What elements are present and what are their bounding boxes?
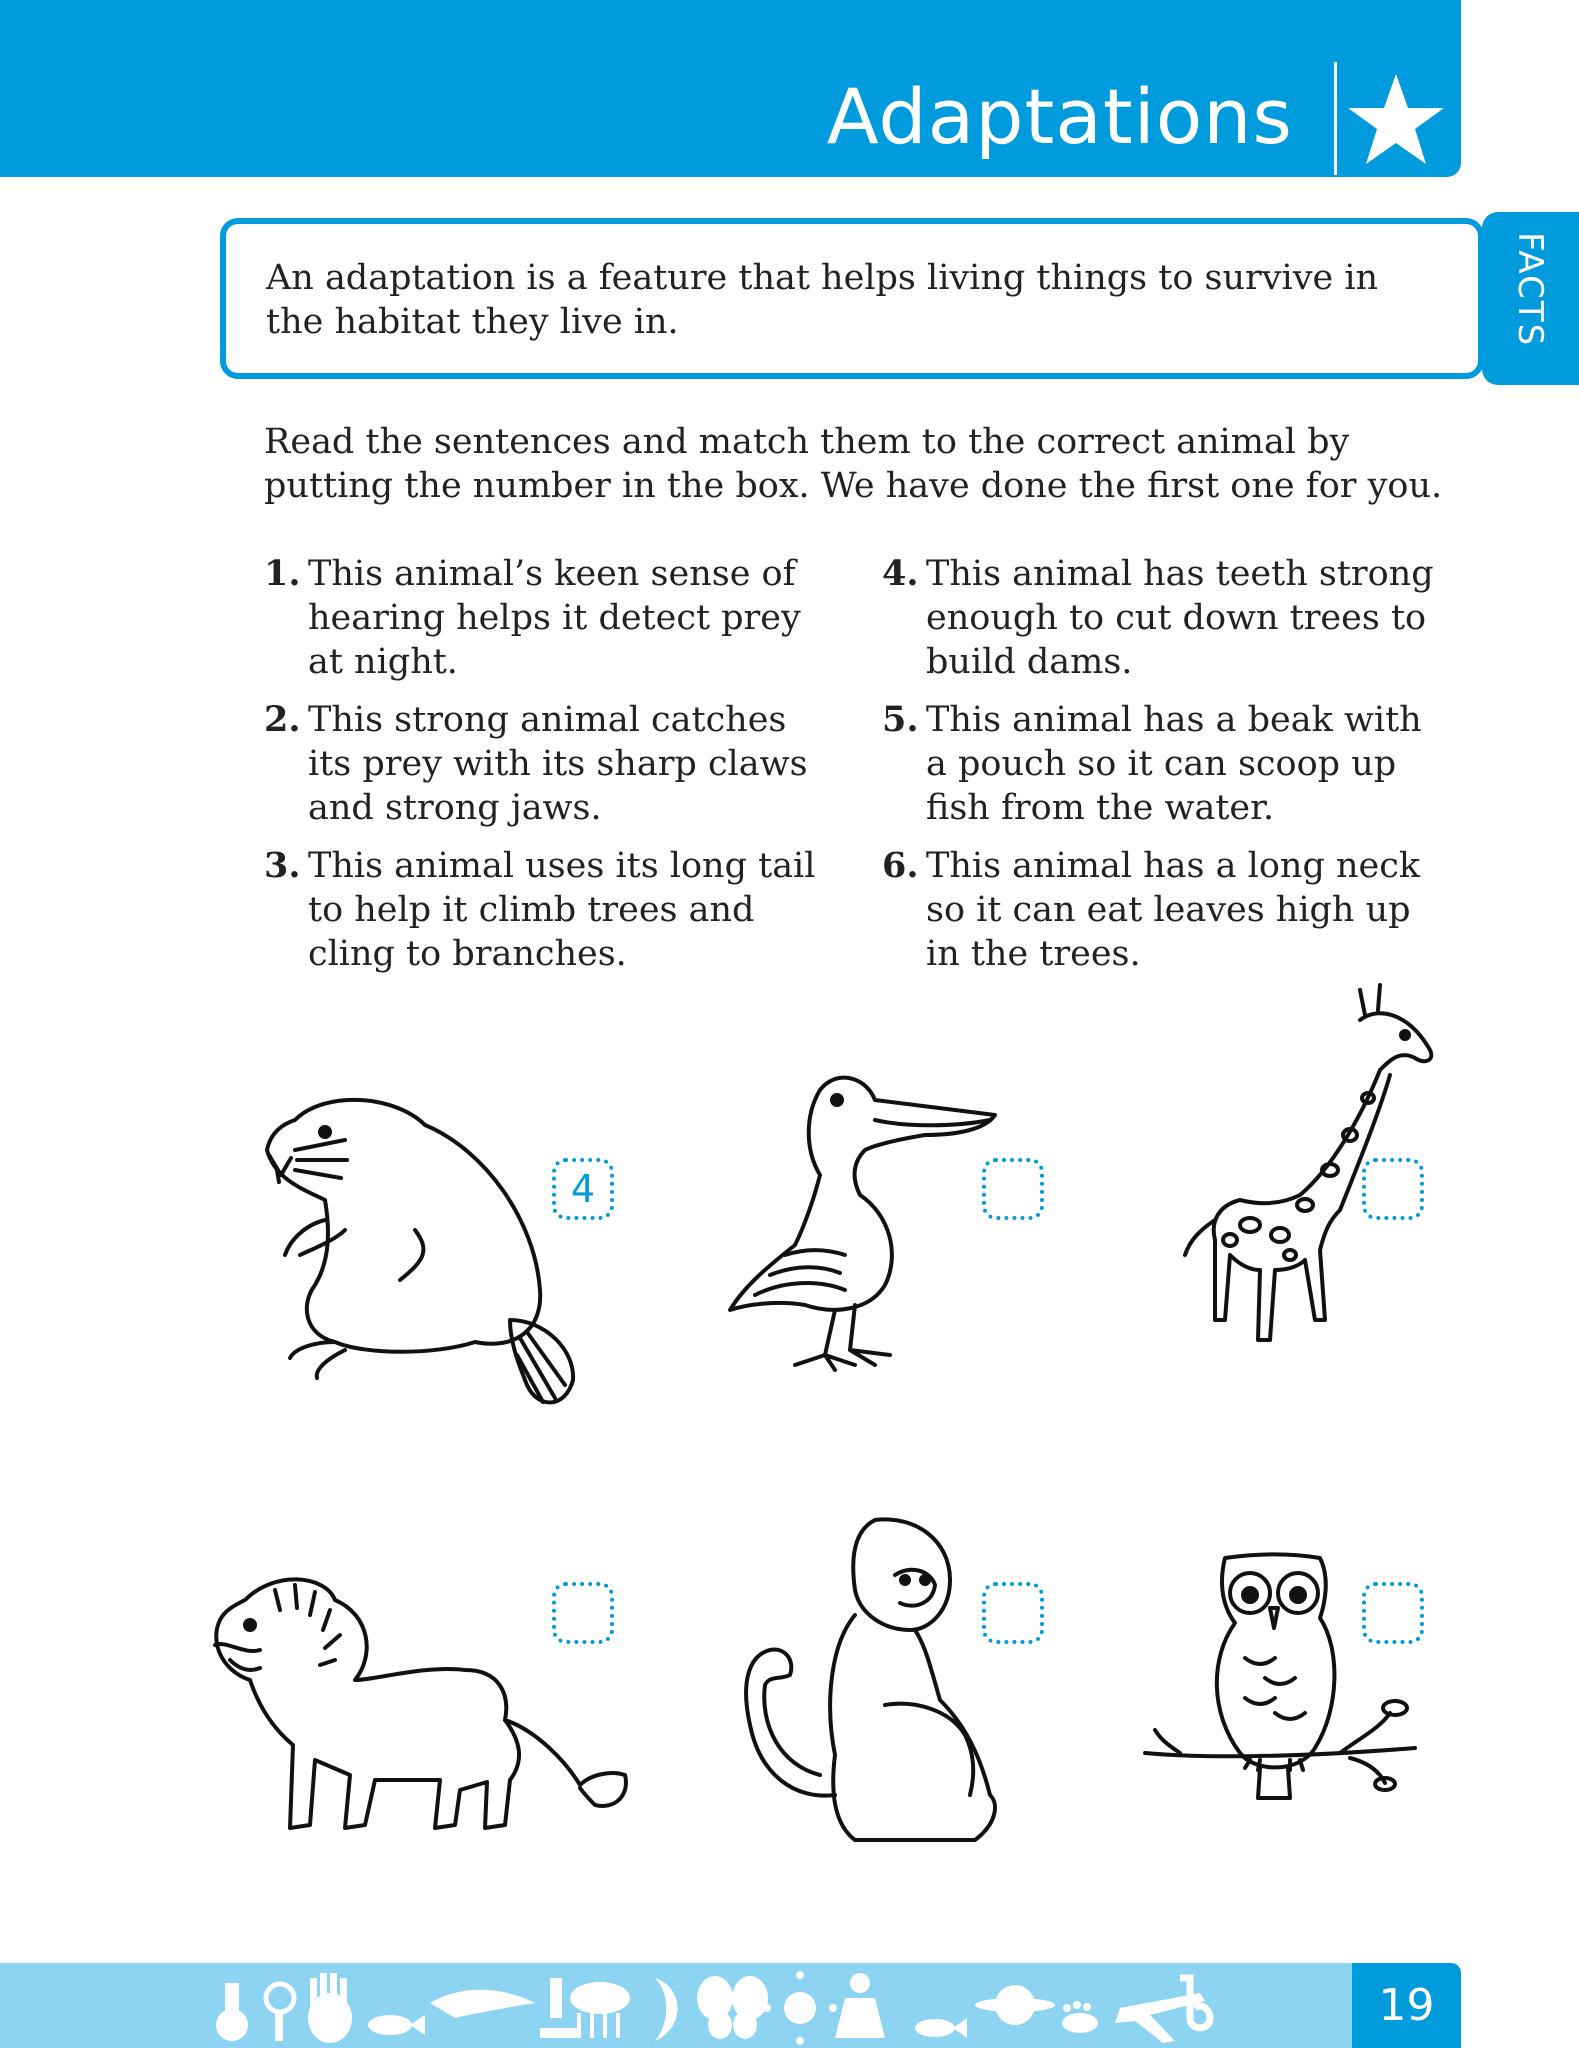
clue-2	[264, 698, 824, 830]
header-divider	[1334, 62, 1337, 175]
moon-icon	[655, 1978, 678, 2041]
clue-text: This animal has a beak with a pouch so it can scoop up fish from the water.	[926, 700, 1422, 828]
page-title: Adaptations	[826, 72, 1293, 161]
hand-icon	[308, 1973, 352, 2043]
answer-box-giraffe[interactable]	[1362, 1158, 1424, 1220]
facts-box	[220, 218, 1484, 379]
answer-box-beaver[interactable]: 4	[552, 1158, 614, 1220]
clue-text: This strong animal catches its prey with its sharp claws and strong jaws.	[308, 700, 808, 828]
answer-box-lion[interactable]	[552, 1582, 614, 1644]
facts-tab-label: FACTS	[1510, 232, 1550, 348]
clue-number: 1.	[264, 553, 301, 594]
answer-box-pelican[interactable]	[982, 1158, 1044, 1220]
clue-number: 6.	[882, 845, 919, 886]
star-icon	[1346, 70, 1446, 170]
clue-text: This animal’s keen sense of hearing helps it detect prey at night.	[308, 554, 801, 682]
clue-number: 4.	[882, 553, 919, 594]
microscope-icon	[540, 1978, 580, 2038]
butterfly-icon	[697, 1976, 768, 2039]
magnifier-icon	[266, 1984, 294, 2041]
answer-box-monkey[interactable]	[982, 1582, 1044, 1644]
facts-text: An adaptation is a feature that helps living things to survive in the habitat they live in.	[266, 258, 1379, 342]
person-icon	[835, 1973, 885, 2038]
beaver-illustration	[255, 1080, 585, 1410]
instructions: Read the sentences and match them to the correct animal by putting the number in the box. We have done the first one for you.	[264, 422, 1443, 506]
footprint-icon	[1062, 2001, 1098, 2033]
eagle-icon	[430, 1990, 535, 2018]
monkey-illustration	[725, 1505, 1025, 1860]
fish-icon	[915, 2018, 967, 2038]
planet-icon	[975, 1985, 1055, 2025]
clue-text: This animal has teeth strong enough to cut down trees to build dams.	[926, 554, 1434, 682]
rain-cloud-icon	[570, 1982, 630, 2038]
clue-text: This animal uses its long tail to help it climb trees and cling to branches.	[308, 846, 816, 974]
clue-number: 2.	[264, 699, 301, 740]
clue-1	[264, 552, 824, 684]
clue-5	[882, 698, 1442, 830]
facts-tab	[1482, 212, 1579, 385]
clue-4	[882, 552, 1442, 684]
footer-icon-strip	[215, 1963, 1215, 2048]
clue-3	[264, 844, 824, 976]
answer-box-owl[interactable]	[1362, 1582, 1424, 1644]
clue-text: This animal has a long neck so it can eat leaves high up in the trees.	[926, 846, 1421, 974]
clue-6	[882, 844, 1442, 976]
clue-number: 5.	[882, 699, 919, 740]
flask-icon	[216, 1983, 248, 2041]
pelican-illustration	[725, 1065, 1005, 1385]
footer-band	[0, 1963, 1461, 2048]
header-banner	[0, 0, 1461, 177]
clue-number: 3.	[264, 845, 301, 886]
page-number: 19	[1352, 1963, 1461, 2048]
sun-icon	[763, 1971, 837, 2045]
fish-icon	[368, 2015, 425, 2035]
